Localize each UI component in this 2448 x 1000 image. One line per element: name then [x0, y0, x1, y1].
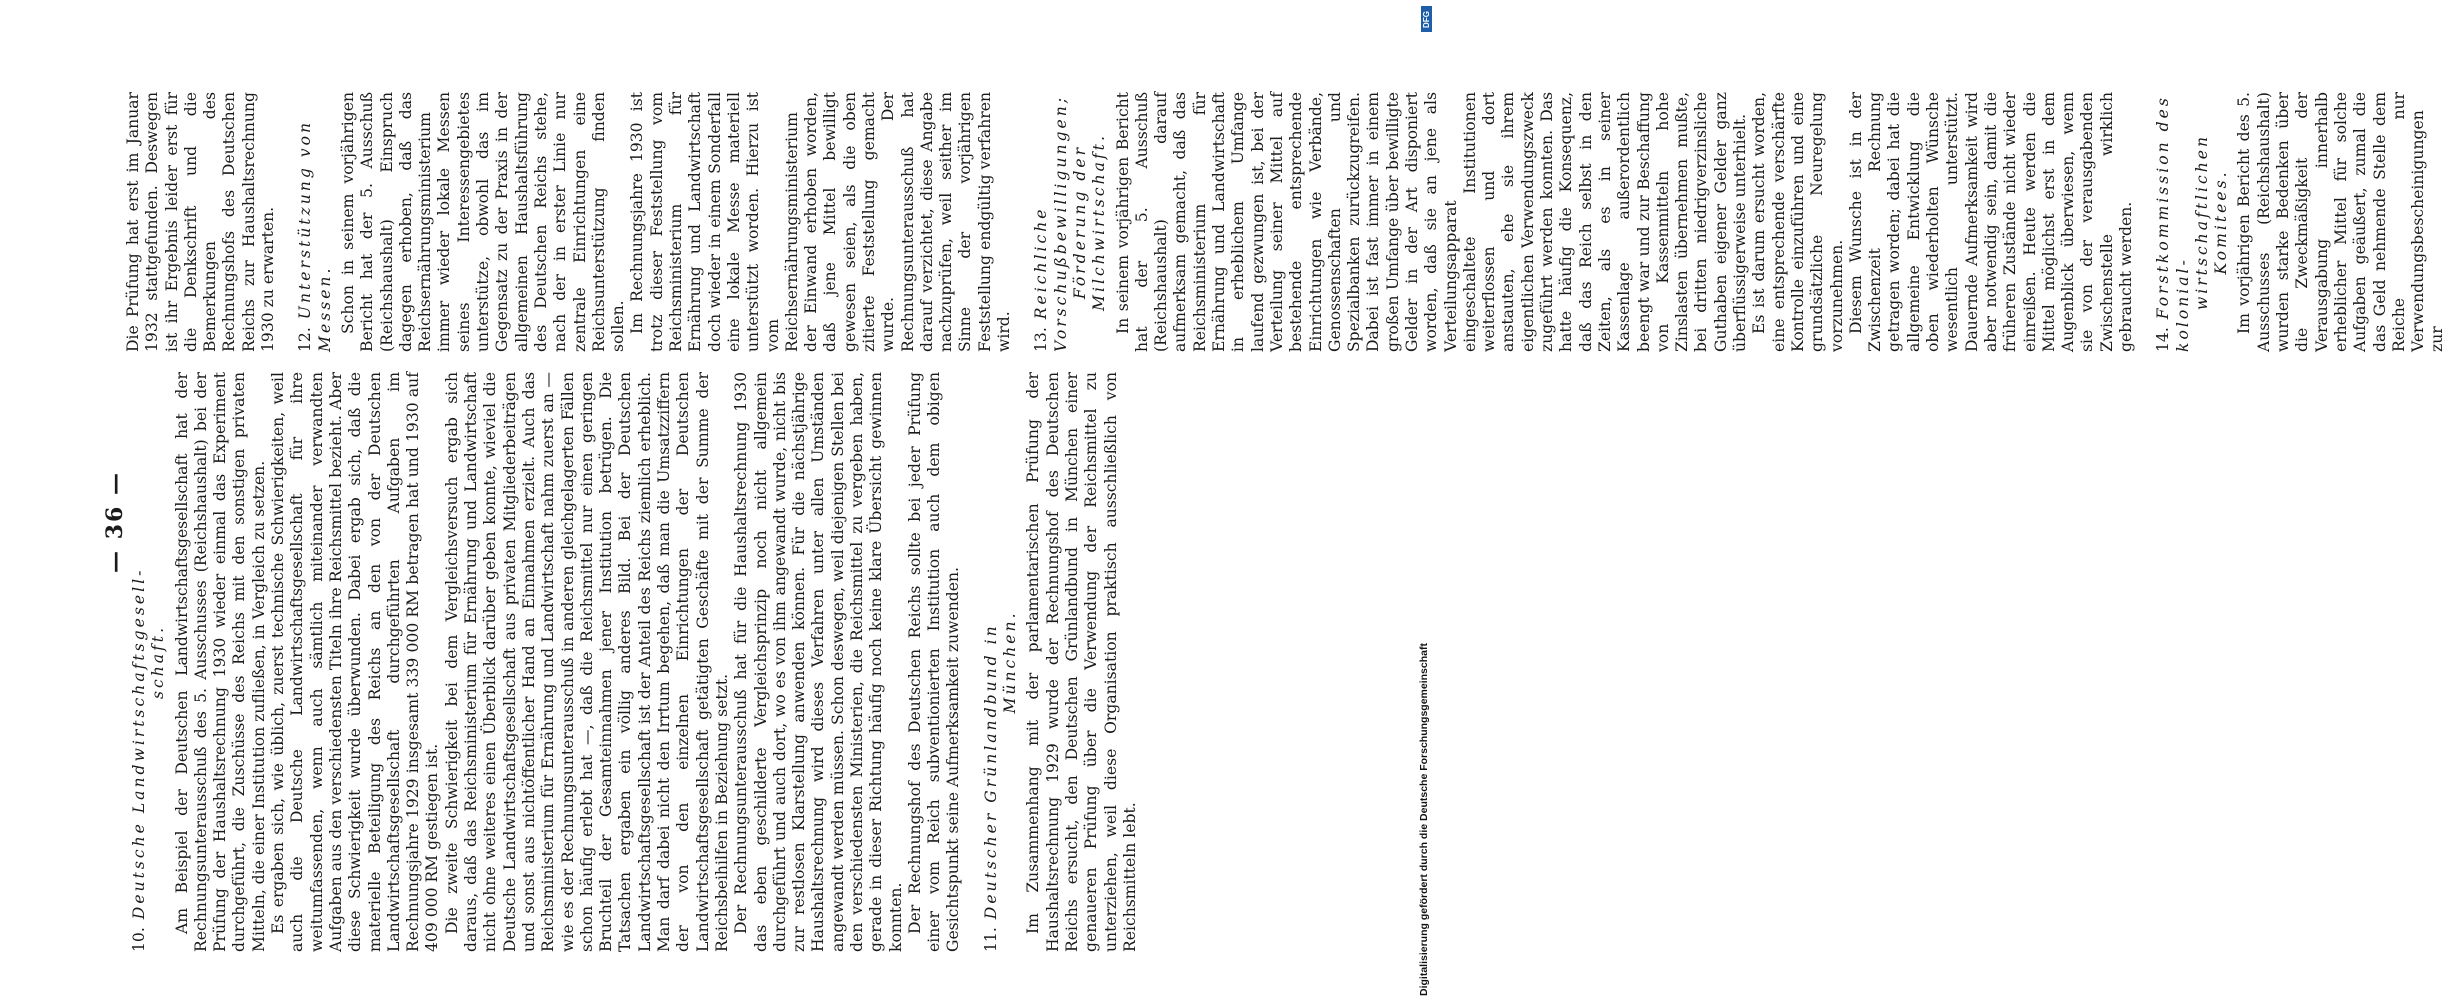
paragraph: In seinem vorjährigen Bericht hat der 5. Ausschuß (Reichshaushalt) darauf aufmerksam gemacht, daß das Reichsministerium für Ernährung und Landwirtschaft in erheblichem Umfange laufend gezwungen ist, bei der Verteilung seiner Mittel auf bestehende entsprechende Einrichtungen wie Verbände, Genossenschaften und Spezialbanken zurückzugreifen. Dabei ist fast immer in einem großen Umfange über bewilligte Gelder in der Art disponiert worden, daß sie an jene als Verteilungsapparat eingeschaltete Institutionen weiterflossen und dort anstauten, ehe sie ihrem eigentlichen Verwendungszweck zugeführt werden konnten. Das hatte häufig die Konsequenz, daß das Reich selbst in den Zeiten, als es in seiner Kassenlage außerordentlich beengt war und zur Beschaffung von Kassenmitteln hohe Zinslasten übernehmen mußte, bei dritten niedrigverzinsliche Guthaben eigener Gelder ganz überflüssigerweise unterhielt. — [1113, 92, 1750, 352]
section-heading-10 — [130, 372, 169, 952]
section-title-line1: Forstkommission des kolonial- — [2154, 95, 2192, 352]
paragraph: Es ergaben sich, wie üblich, zuerst technische Schwierigkeiten, weil auch die Deutsche Landwirtschaftsgesellschaft für ihre weitumfassenden, wenn auch sämtlich miteinander verwandten Aufgaben aus den verschiedensten Titeln ihre Reichsmittel bezieht. Aber diese Schwierigkeit wurde überwunden. Dabei ergab sich, daß die materielle Beteiligung des Reichs an den von der Deutschen Landwirtschaftsgesellschaft durchgeführten Aufgaben im Rechnungsjahre 1929 insgesamt 339 000 RM betragen hat und 1930 auf 409 000 RM gestiegen ist. — [269, 372, 442, 952]
section-title-line2: schaft. — [149, 624, 168, 700]
paragraph: Es ist darum ersucht worden, eine entsprechende verschärfte Kontrolle einzuführen und eine grundsätzliche Neuregelung vorzunehmen. — [1750, 92, 1846, 352]
section-title-line2: München. — [1001, 610, 1020, 714]
section-number: 12. — [296, 327, 315, 352]
page-number: — 36 — — [102, 471, 128, 573]
spacer — [2136, 92, 2148, 352]
section-heading-13 — [1032, 92, 1109, 352]
paragraph: Schon in seinem vorjährigen Bericht hat der 5. Ausschuß (Reichshaushalt) Einspruch dagegen erhoben, daß das Reichsernährungsministerium immer wieder lokale Messen seines Interessengebietes unterstütze, obwohl das im Gegensatz zu der Praxis in der allgemeinen Haushaltsführung des Deutschen Reichs stehe, nach der in erster Linie nur zentrale Einrichtungen eine Reichsunterstützung finden sollen. — [338, 92, 628, 352]
intro-paragraph: Die Prüfung hat erst im Januar 1932 stattgefunden. Deswegen ist ihr Ergebnis leider erst für die Denkschrift und die Bemerkungen des Rechnungshofs des Deutschen Reichs zur Haushaltsrechnung 1930 zu erwarten. — [124, 92, 278, 352]
spacer — [278, 92, 290, 352]
section-title-line1: Deutsche Landwirtschaftsgesell- — [130, 567, 148, 920]
paragraph: Diesem Wunsche ist in der Zwischenzeit Rechnung getragen worden; dabei hat die allgemeine Entwicklung die oben wiederholten Wünsche wesentlich unterstützt. Dauernde Aufmerksamkeit wird aber notwendig sein, damit die früheren Zustände nicht wieder einreißen. Heute werden die Mittel möglichst erst in dem Augenblick überwiesen, wenn sie von der verausgabenden Zwischenstelle wirklich gebraucht werden. — [1846, 92, 2135, 352]
paragraph: Im Rechnungsjahre 1930 ist trotz dieser Feststellung vom Reichsministerium für Ernährung und Landwirtschaft doch wieder in einem Sonderfall eine lokale Messe materiell unterstützt worden. Hierzu ist vom Reichsernährungsministerium der Einwand erhoben worden, daß jene Mittel bewilligt gewesen seien, als die oben zitierte Feststellung gemacht wurde. Der Rechnungsunterausschuß hat darauf verzichtet, diese Angabe nachzuprüfen, weil seither im Sinne der vorjährigen Feststellung endgültig verfahren wird. — [628, 92, 1014, 352]
left-column — [124, 372, 1284, 952]
spacer — [1014, 92, 1026, 352]
section-number: 11. — [981, 927, 1000, 952]
section-number: 14. — [2154, 327, 2173, 352]
section-number: 10. — [130, 927, 148, 952]
section-title-line1: Deutscher Grünlandbund in — [981, 623, 1000, 920]
section-title-line2: wirtschaftlichen Komitees. — [2192, 133, 2231, 311]
paragraph: Die zweite Schwierigkeit bei dem Vergleichsversuch ergab sich daraus, daß das Reichsministerium für Ernährung und Landwirtschaft nicht ohne weiteres einen Überblick darüber geben konnte, wieviel die Deutsche Landwirtschaftsgesellschaft aus privaten Mitgliederbeiträgen und sonst aus nichtöffentlicher Hand an Einnahmen erzielt. Auch das Reichsministerium für Ernährung und Landwirtschaft nahm zuerst an — wie es der Rechnungsunterausschuß in anderen gleichgelagerten Fällen schon häufig erlebt hat —, daß die Reichsmittel nur einen geringen Bruchteil der Gesamteinnahmen jener Institution betrügen. Die Tatsachen ergaben ein völlig anderes Bild. Bei der Deutschen Landwirtschaftsgesellschaft ist der Anteil des Reichs ziemlich erheblich. Man darf dabei nicht den Irrtum begehen, daß man die Umsatzziffern der von den einzelnen Einrichtungen der Deutschen Landwirtschaftsgesellschaft getätigten Geschäfte mit der Summe der Reichsbeihilfen in Beziehung setzt. — [442, 372, 731, 952]
paragraph: Der Rechnungshof des Deutschen Reichs sollte bei jeder Prüfung einer vom Reich subventionierten Institution auch dem obigen Gesichtspunkt seine Aufmerksamkeit zuwenden. — [905, 372, 963, 952]
paragraph: Im Zusammenhang mit der parlamentarischen Prüfung der Haushaltsrechnung 1929 wurde der Rechnungshof des Deutschen Reichs ersucht, den Deutschen Grünlandbund in München einer genaueren Prüfung über die Verwendung der Reichsmittel zu unterziehen, weil diese Organisation praktisch ausschließlich von Reichsmitteln lebt. — [1024, 372, 1139, 952]
paragraph: Am Beispiel der Deutschen Landwirtschaftsgesellschaft hat der Rechnungsunterausschuß des 5. Ausschusses (Reichshaushalt) bei der Prüfung der Haushaltsrechnung 1930 wieder einmal das Experiment durchgeführt, die Zuschüsse des Reichs mit den sonstigen privaten Mitteln, die einer Institution zufließen, in Vergleich zu setzen. — [172, 372, 268, 952]
section-number: 13. — [1032, 327, 1051, 352]
paragraph: Der Rechnungsunterausschuß hat für die Haushaltsrechnung 1930 das eben geschilderte Vergleichsprinzip noch nicht allgemein durchgeführt und auch dort, wo es von ihm angewandt wurde, nicht bis zur restlosen Klarstellung anwenden können. Für die nächstjährige Haushaltsrechnung wird dieses Verfahren unter allen Umständen angewandt werden müssen. Schon deswegen, weil diejenigen Stellen bei den verschiedensten Ministerien, die Reichsmittel zu vergeben haben, gerade in dieser Richtung häufig noch keine klare Übersicht gewinnen konnten. — [732, 372, 905, 952]
attribution-strip — [1392, 0, 1434, 1000]
dfg-logo-badge — [1421, 6, 1432, 32]
section-title-line1: Reichliche Vorschußbewilligungen; — [1032, 95, 1070, 352]
section-heading-14 — [2154, 92, 2231, 352]
dfg-logo-text: DFG — [1422, 10, 1432, 28]
section-heading-12 — [296, 92, 335, 352]
section-heading-11 — [982, 372, 1021, 952]
attribution-text: Digitalisierung gefördert durch die Deutsche Forschungsgemeinschaft — [1418, 643, 1430, 996]
right-column — [124, 92, 2447, 352]
section-title-line2: Förderung der Milchwirtschaft. — [1070, 133, 1109, 311]
paragraph: Im vorjährigen Bericht des 5. Ausschusses (Reichshaushalt) wurden starke Bedenken über die Zweckmäßigkeit der Verausgabung innerhalb erheblicher Mittel für solche Aufgaben geäußert, zumal die das Geld nehmende Stelle dem Reiche nur Verwendungsbescheinigungen zur — [2235, 92, 2447, 352]
spacer — [964, 372, 976, 952]
section-title-line1: Unterstützung von Messen. — [296, 119, 334, 352]
